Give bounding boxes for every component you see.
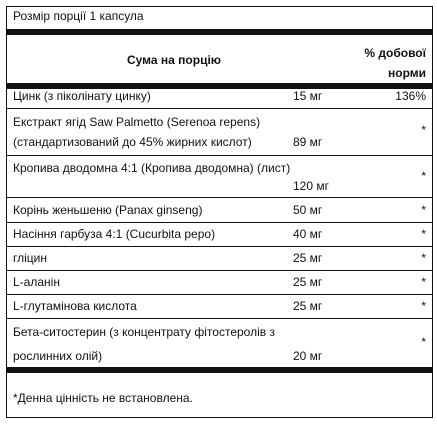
nutrient-name: Корінь женьшеню (Panax ginseng) — [13, 203, 203, 217]
nutrient-amount: 120 мг — [293, 179, 329, 193]
nutrient-amount: 15 мг — [293, 89, 323, 103]
row-divider — [7, 222, 432, 223]
row-divider — [7, 294, 432, 295]
daily-value-header-line1: % добової — [364, 46, 426, 60]
nutrient-name-line2: рослинних олій) — [13, 349, 103, 363]
row-divider — [7, 246, 432, 247]
nutrient-daily-value: 136% — [395, 89, 426, 103]
bottom-rule — [7, 367, 432, 373]
top-rule — [7, 29, 432, 35]
nutrient-amount: 50 мг — [293, 203, 323, 217]
nutrient-daily-value: * — [421, 299, 426, 313]
nutrient-amount: 25 мг — [293, 275, 323, 289]
nutrient-name-line2: (стандартизований до 45% жирних кислот) — [13, 135, 252, 149]
nutrient-name: Екстракт ягід Saw Palmetto (Serenoa repens) — [13, 115, 261, 129]
nutrient-daily-value: * — [421, 275, 426, 289]
daily-value-header — [362, 43, 426, 83]
nutrient-daily-value: * — [421, 335, 426, 349]
nutrient-name: Кропива дводомна 4:1 (Кропива дводомна) (лист) — [13, 161, 291, 175]
row-divider — [7, 155, 432, 156]
nutrient-amount: 89 мг — [293, 135, 323, 149]
nutrient-name: Бета-ситостерин (з концентрату фітостеролів з — [13, 325, 275, 339]
nutrient-name: гліцин — [13, 251, 47, 265]
nutrient-name: L-аланін — [13, 275, 60, 289]
nutrient-amount: 20 мг — [293, 349, 323, 363]
nutrient-name: Цинк (з піколінату цинку) — [13, 89, 151, 103]
serving-size: Розмір порції 1 капсула — [13, 9, 144, 23]
nutrient-name: Насіння гарбуза 4:1 (Cucurbita pepo) — [13, 227, 216, 241]
footnote: *Денна цінність не встановлена. — [13, 391, 193, 405]
supplement-facts-panel — [6, 6, 433, 418]
nutrient-amount: 25 мг — [293, 251, 323, 265]
row-divider — [7, 270, 432, 271]
nutrient-daily-value: * — [421, 251, 426, 265]
row-divider — [7, 318, 432, 319]
daily-value-header-line2: норми — [387, 66, 426, 80]
row-divider — [7, 108, 432, 109]
nutrient-daily-value: * — [421, 203, 426, 217]
nutrient-name: L-глутамінова кислота — [13, 299, 137, 313]
nutrient-daily-value: * — [421, 169, 426, 183]
nutrient-daily-value: * — [421, 123, 426, 137]
nutrient-amount: 25 мг — [293, 299, 323, 313]
nutrient-amount: 40 мг — [293, 227, 323, 241]
row-divider — [7, 197, 432, 198]
nutrient-daily-value: * — [421, 227, 426, 241]
amount-per-serving-header: Сума на порцію — [127, 53, 222, 67]
